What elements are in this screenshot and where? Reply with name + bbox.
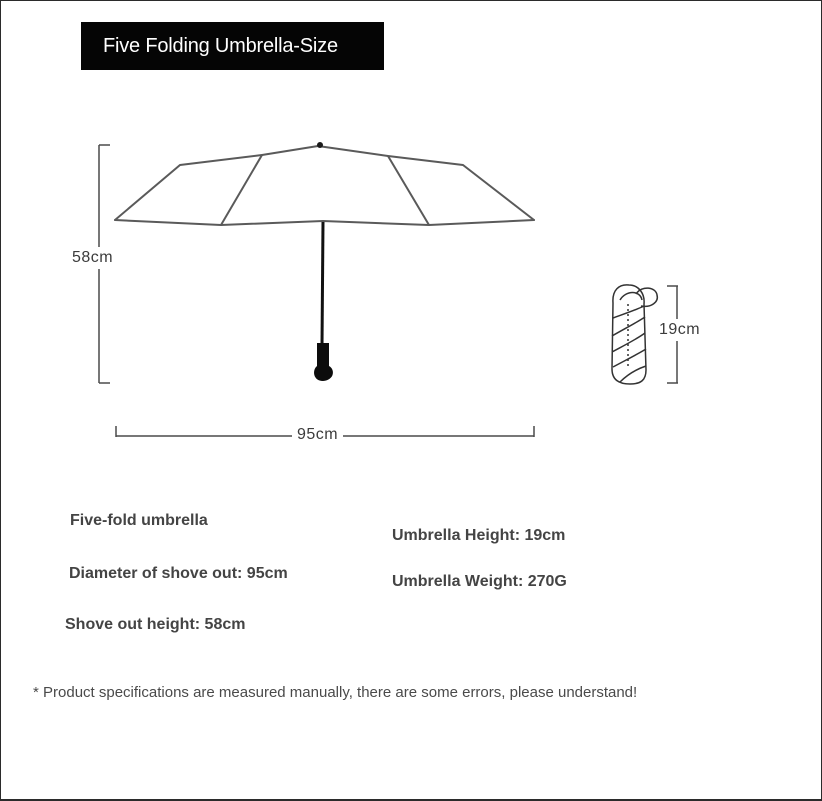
canopy-rib	[388, 156, 429, 225]
page-title: Five Folding Umbrella-Size	[81, 22, 384, 70]
canopy-outline-bottom	[115, 220, 534, 225]
canopy-rib	[221, 155, 262, 225]
open-umbrella-illustration	[115, 146, 534, 225]
umbrella-handle	[314, 343, 333, 381]
spec-open-diameter: Diameter of shove out: 95cm	[69, 565, 288, 582]
umbrella-tip	[317, 142, 323, 148]
spec-umbrella-type: Five-fold umbrella	[70, 512, 208, 529]
spec-open-height: Shove out height: 58cm	[65, 616, 246, 633]
umbrella-shaft	[322, 222, 323, 345]
spec-folded-height: Umbrella Height: 19cm	[392, 527, 566, 544]
canopy-outline-top	[115, 146, 534, 220]
spec-weight: Umbrella Weight: 270G	[392, 573, 567, 590]
folded-length-label: 19cm	[659, 319, 700, 341]
open-diameter-label: 95cm	[292, 426, 343, 444]
open-height-label: 58cm	[72, 247, 113, 269]
folded-umbrella-illustration	[612, 285, 657, 384]
disclaimer-note: * Product specifications are measured manually, there are some errors, please understand!	[33, 684, 638, 701]
